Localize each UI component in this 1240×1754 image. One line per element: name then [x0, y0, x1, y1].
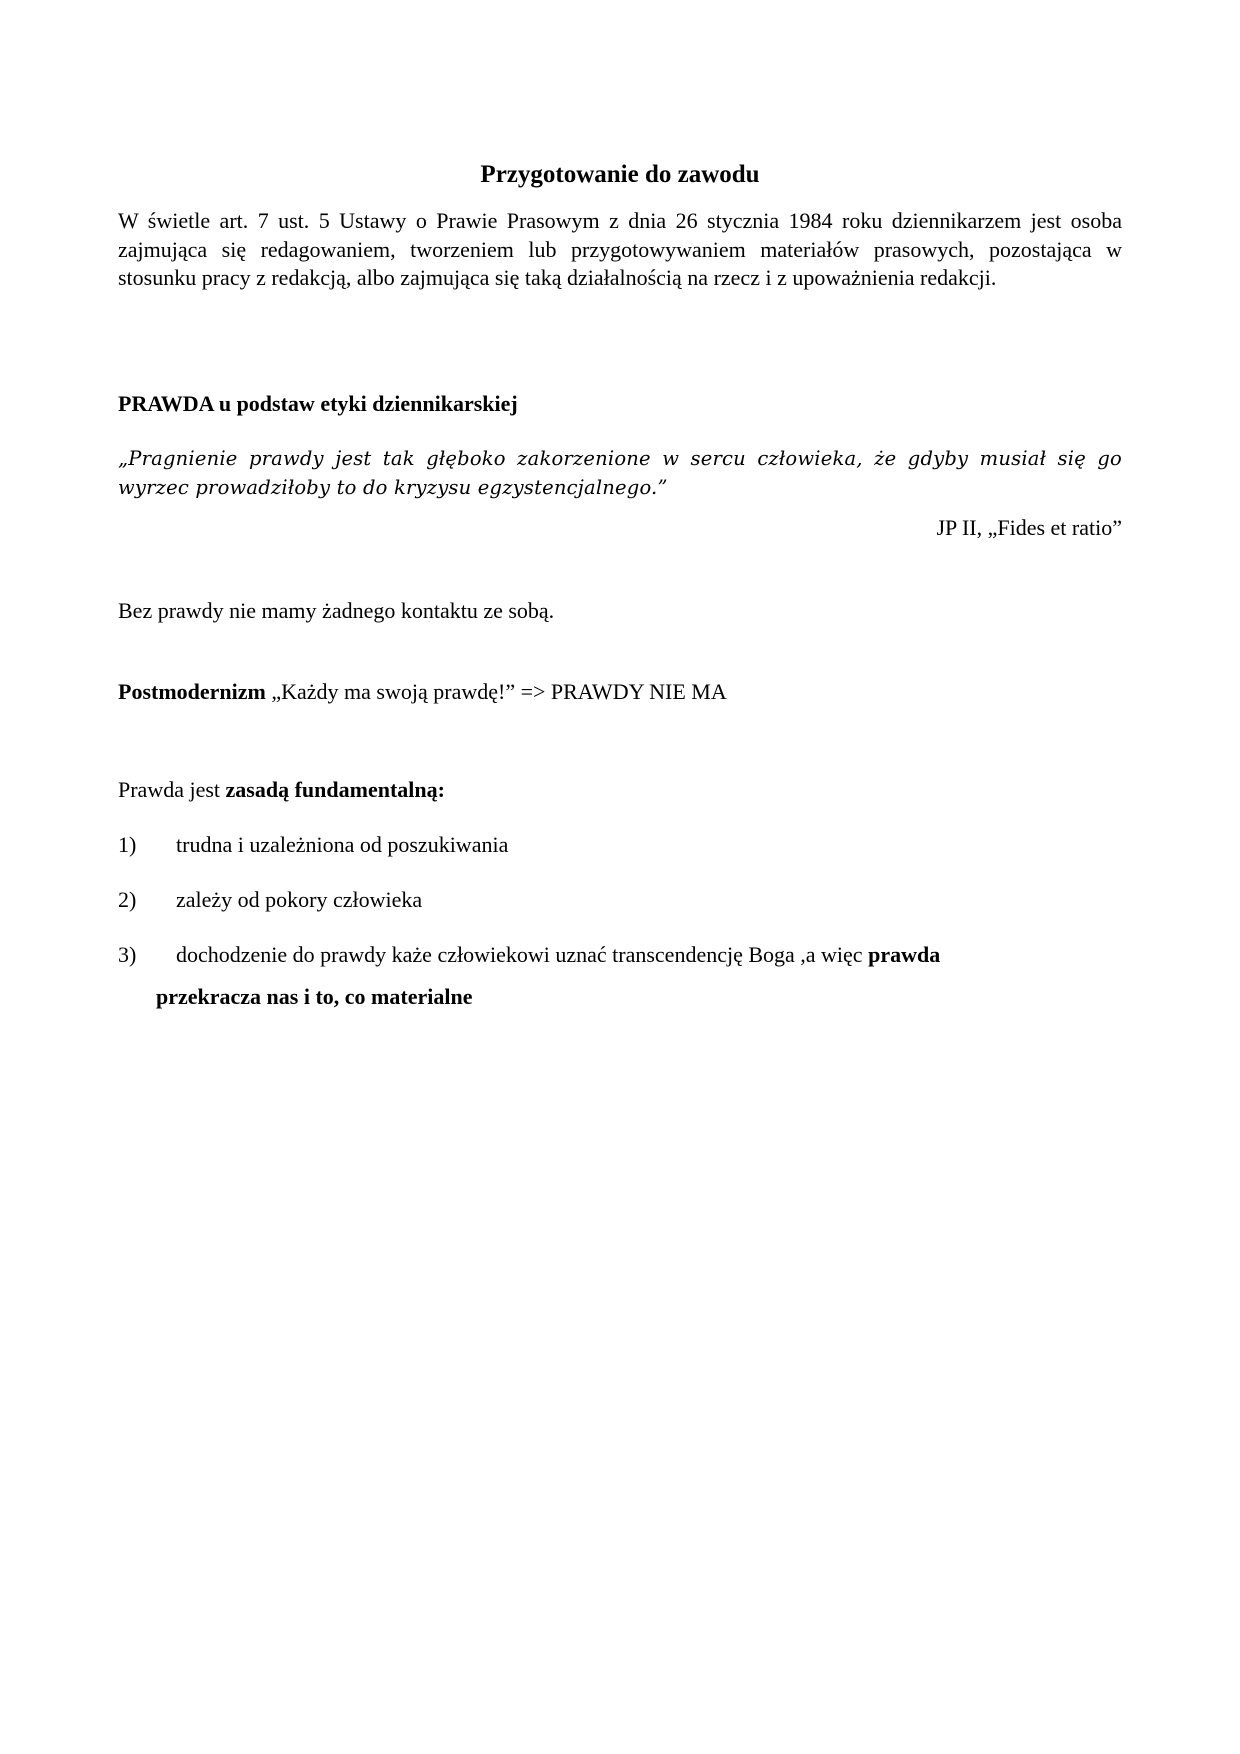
document-title: Przygotowanie do zawodu	[480, 161, 760, 188]
list-text-bold: prawda	[868, 942, 941, 967]
postmodernism-label: Postmodernizm	[118, 679, 266, 704]
principle-paragraph	[118, 776, 445, 804]
list-item-continuation: przekracza nas i to, co materialne	[156, 984, 473, 1009]
quote-text: „Pragnienie prawdy jest tak głęboko zakorzenione w sercu człowieka, że gdyby musiał się go wyrzec prowadziłoby to do kryzysu egzystencjalnego.”	[118, 447, 1122, 499]
quote-attribution: JP II, „Fides et ratio”	[936, 515, 1122, 540]
list-text: zależy od pokory człowieka	[176, 887, 423, 912]
list-text	[176, 941, 940, 969]
list-text: trudna i uzależniona od poszukiwania	[176, 832, 509, 857]
principle-emphasis: zasadą fundamentalną:	[225, 777, 445, 802]
section-heading: PRAWDA u podstaw etyki dziennikarskiej	[118, 391, 518, 416]
postmodernism-text: „Każdy ma swoją prawdę!” => PRAWDY NIE MA	[265, 679, 727, 704]
list-number: 2)	[118, 887, 137, 912]
postmodernism-paragraph	[118, 678, 727, 706]
list-number: 1)	[118, 832, 137, 857]
statement-paragraph: Bez prawdy nie mamy żadnego kontaktu ze sobą.	[118, 598, 555, 623]
principle-lead: Prawda jest	[118, 777, 226, 802]
intro-paragraph: W świetle art. 7 ust. 5 Ustawy o Prawie Prasowym z dnia 26 stycznia 1984 roku dziennikarzem jest osoba zajmująca się redagowaniem, tworzeniem lub przygotowywaniem materiałów prasowych, pozostająca w stosunku pracy z redakcją, albo zajmująca się taką działalnością na rzecz i z upoważnienia redakcji.	[118, 208, 1122, 290]
list-text-plain: dochodzenie do prawdy każe człowiekowi uznać transcendencję Boga ,a więc	[176, 942, 869, 967]
list-number: 3)	[118, 942, 137, 967]
